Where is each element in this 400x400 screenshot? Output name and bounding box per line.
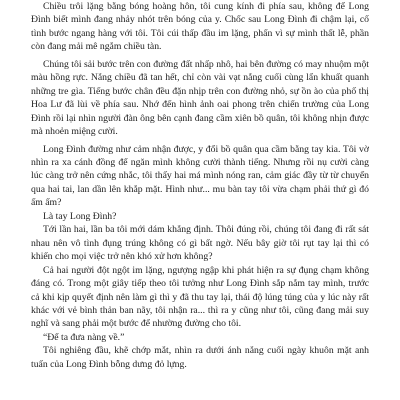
paragraph-1: Chiều trôi lặng bằng bóng hoàng hôn, tôi cung kính đi phía sau, không để Long Đình biết mình đang nhảy nhót trên bóng của y. Chốc sau Long Đình đi chậm lại, cố tình bước ngang hàng với tôi. Tôi cúi thấp đầu im lặng, phấn vì sự mình thất lễ, phần còn đang mải mê ngắm chiều tàn. [31, 1, 369, 53]
paragraph-7: “Để ta đưa nàng về.” [43, 331, 125, 343]
paragraph-8: Tôi nghiêng đầu, khẽ chớp mắt, nhìn ra dưới ánh nắng cuối ngày khuôn mặt anh tuấn của Long Đình bỗng dưng đỏ lựng. [31, 345, 369, 370]
paragraph-2: Chúng tôi sải bước trên con đường đất nhấp nhô, hai bên đường có may nhuộm một màu hồng rực. Nắng chiều đã tan hết, chỉ còn vài vạt nắng cuối cùng lẩn khuất quanh những tre gìa. Tiếng bước chân đều đặn nhịp trên con đường nhỏ, sự ồn ào của phố thị Hoa Lư đã lùi về phía sau. Nhớ đến hình ảnh oai phong trên chiến trường của Long Đình rồi lại nhìn người đàn ông bên cạnh đang cầm xiên bồ quân, tôi không nhịn được mà nhoẻn miệng cười. [31, 58, 369, 138]
paragraph-4: Là tay Long Đình? [43, 210, 117, 222]
paragraph-5: Tới lần hai, lần ba tôi mới dám khẳng định. Thôi đúng rồi, chúng tôi đang đi rất sát nhau nên vô tình đụng trúng không có gì bất ngờ. Nếu bây giờ tôi rụt tay lại thì có khiến cho mọi việc trở nên khó xử hơn không? [31, 224, 369, 263]
book-page [31, 0, 369, 400]
paragraph-3: Long Đình đường như cảm nhận được, y đổi bồ quân qua cầm bằng tay kia. Tôi vờ nhìn ra xa cánh đồng để ngăn mình không cười thành tiếng. Nhưng rồi nụ cười càng lúc càng trở nên cứng nhắc, tôi thấy hai má mình nóng ran, cảm giác đầy từ từ chuyển qua hai tai, lan dần lên khắp mặt. Hình như... mu bàn tay tôi vừa chạm phải thứ gì đó ấm ấm? [31, 143, 369, 209]
paragraph-6: Cả hai người đột ngột im lặng, ngượng ngập khi phát hiện ra sự đụng chạm không đáng có. Trong một giây tiếp theo tôi tưởng như Long Đình sắp nắm tay mình, trước cả khi kịp quyết định nên làm gì thì y đã thu tay lại, thái độ lúng túng của y lúc này rất khác với vẻ bình thản ban nãy, tôi nhận ra... thì ra y cũng như tôi, cũng đang mải suy nghĩ và sang phải một bước để nhường đường cho tôi. [31, 264, 369, 330]
